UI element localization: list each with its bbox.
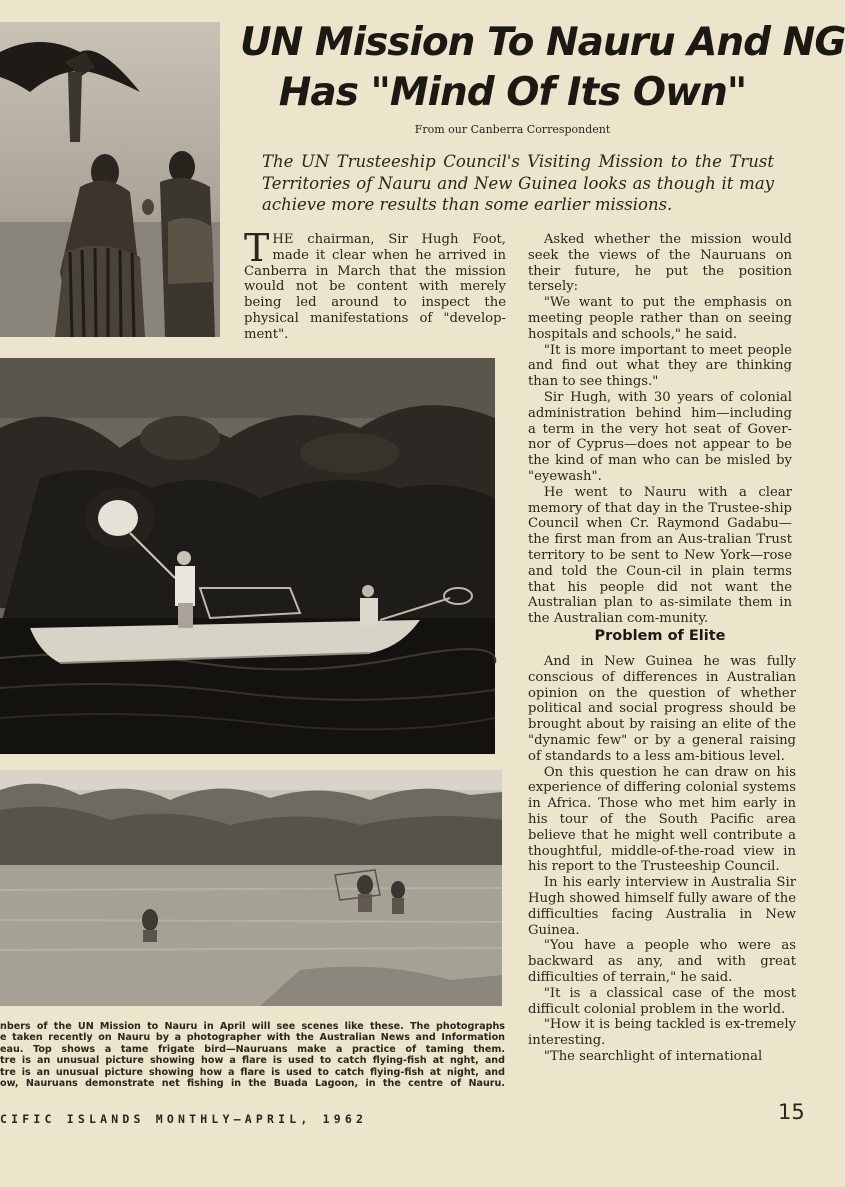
caption-line: eau. Top shows a tame frigate bird—Nauruans make a practice of taming them.	[0, 1043, 505, 1055]
standfirst: The UN Trusteeship Council's Visiting Mission to the Trust Territories of Nauru and New Guinea looks as though it may achieve more results than some earlier missions.	[262, 152, 774, 214]
paragraph: And in New Guinea he was fully conscious of differences in Australian opinion on the question of whether political and social progress should be brought about by raising an elite of the "dynamic few" or by a general raising of standards to a less am-bitious level.	[528, 654, 796, 764]
caption-line: tre is an unusual picture showing how a flare is used to catch flying-fish at night, and	[0, 1066, 505, 1078]
body-column-2	[528, 232, 792, 627]
body-column-3	[528, 654, 796, 1065]
opening-paragraph-text: HE chairman, Sir Hugh Foot, made it clear when he arrived in Canberra in March that the mission would not be content with merely being led around to inspect the physical manifestations of "develop-ment".	[244, 232, 506, 342]
page-number: 15	[778, 1100, 805, 1124]
caption-line: nbers of the UN Mission to Nauru in April will see scenes like these. The photographs	[0, 1021, 505, 1032]
caption-line: tre is an unusual picture showing how a flare is used to catch flying-fish at nght, and	[0, 1055, 505, 1067]
frigate-bird-photo	[0, 22, 220, 337]
headline-line-1: UN Mission To Nauru And NG	[240, 20, 845, 65]
lagoon-net-fishing-photo	[0, 770, 502, 1006]
subheading: Problem of Elite	[594, 628, 726, 644]
paragraph: On this question he can draw on his experience of differing colonial systems in Africa. Those who met him early in his tour of the South Pacific area believe that he might well contribute a thoughtful, middle-of-the-road view in his report to the Trusteeship Council.	[528, 764, 796, 875]
paragraph: "We want to put the emphasis on meeting people rather than on seeing hospitals and schools," he said.	[528, 295, 792, 342]
paragraph: "It is more important to meet people and find out what they are thinking than to see things."	[528, 342, 792, 390]
byline: From our Canberra Correspondent	[414, 123, 611, 136]
opening-paragraph	[244, 226, 506, 343]
paragraph: "How it is being tackled is ex-tremely interesting.	[528, 1017, 796, 1049]
paragraph: Sir Hugh, with 30 years of colonial administration behind him—including a term in the very hot seat of Gover-nor of Cyprus—does not appear to be the kind of man who can be misled by "eyewash".	[528, 389, 792, 484]
paragraph: "You have a people who were as backward as any, and with great difficulties of terrain," he said.	[528, 938, 796, 985]
body-column-1	[244, 226, 506, 343]
caption-line: ow, Nauruans demonstrate net fishing in the Buada Lagoon, in the centre of Nauru.	[0, 1078, 505, 1090]
article-headline	[240, 18, 845, 118]
night-fishing-photo	[0, 358, 495, 754]
paragraph: "The searchlight of international	[543, 1048, 763, 1064]
paragraph: Asked whether the mission would seek the views of the Nauruans on their future, he put the position tersely:	[528, 232, 792, 295]
paragraph: He went to Nauru with a clear memory of that day in the Trustee-ship Council when Cr. Raymond Gadabu—the first man from an Aus-tralian Trust territory to be sent to New York—rose and told the Coun-cil in plain terms that his people did not want the Australian plan to as-similate them in the Australian com-munity.	[528, 484, 792, 627]
headline-line-2: Has "Mind Of Its Own"	[278, 70, 747, 115]
drop-cap: T	[244, 226, 270, 270]
caption-line: e taken recently on Nauru by a photographer with the Australian News and Information	[0, 1032, 505, 1044]
paragraph: "It is a classical case of the most difficult colonial problem in the world.	[528, 985, 796, 1017]
publication-footer: CIFIC ISLANDS MONTHLY—APRIL, 1962	[0, 1112, 368, 1126]
paragraph: In his early interview in Australia Sir Hugh showed himself fully aware of the difficulties facing Australia in New Guinea.	[528, 875, 796, 938]
photo-caption	[0, 1021, 505, 1089]
